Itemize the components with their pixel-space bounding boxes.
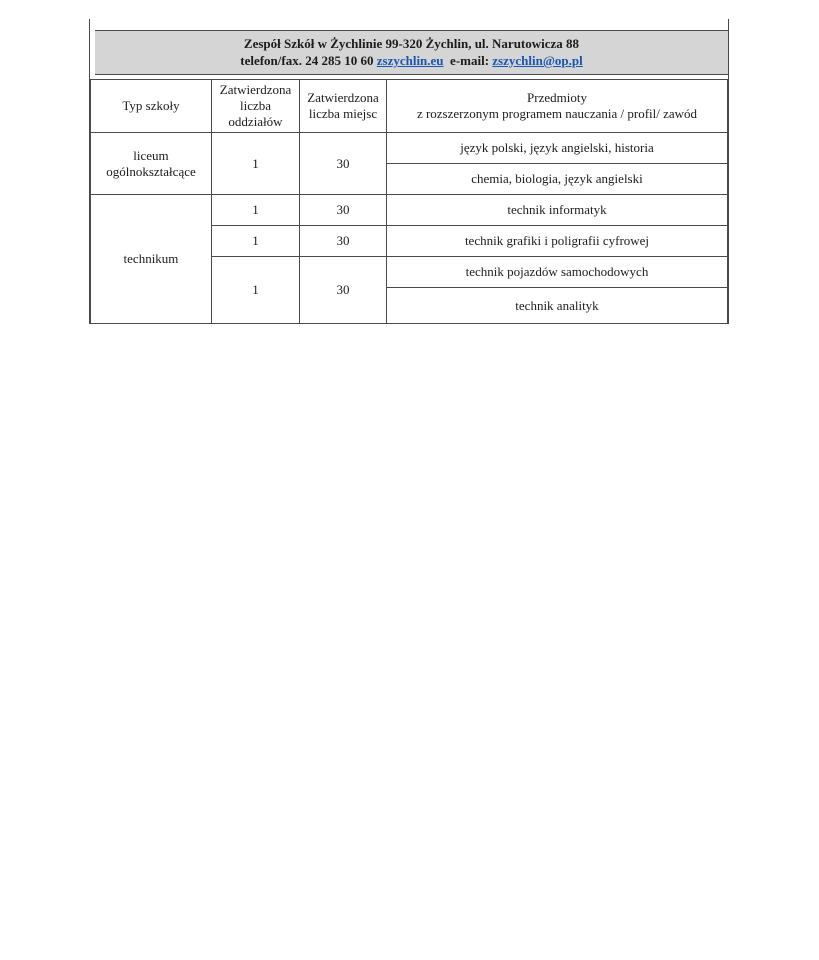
approved-places-cell: 30: [300, 133, 387, 195]
subject-cell: chemia, biologia, język angielski: [387, 164, 728, 195]
column-header-text: z rozszerzonym programem nauczania / profil/ zawód: [416, 106, 698, 121]
column-header-subjects: [387, 80, 728, 133]
table-header-row: [91, 80, 728, 133]
approved-places-cell: 30: [300, 226, 387, 257]
school-type-cell: liceum ogólnokształcące: [91, 133, 212, 195]
column-header-text: liczba oddziałów: [228, 98, 283, 129]
approved-places-cell: 30: [300, 195, 387, 226]
approved-places-cell: 30: [300, 257, 387, 324]
approved-classes-cell: 1: [212, 257, 300, 324]
subject-cell: technik informatyk: [387, 195, 728, 226]
table-row: [91, 195, 728, 226]
approved-classes-cell: 1: [212, 133, 300, 195]
subject-cell: język polski, język angielski, historia: [387, 133, 728, 164]
subject-cell: technik grafiki i poligrafii cyfrowej: [387, 226, 728, 257]
column-header-text: Przedmioty: [527, 90, 587, 105]
phone-fax-label: telefon/fax. 24 285 10 60: [240, 53, 374, 68]
subject-cell: technik pojazdów samochodowych: [387, 257, 728, 288]
column-header-text: Typ szkoły: [122, 98, 180, 113]
approved-classes-cell: 1: [212, 195, 300, 226]
approved-classes-cell: 1: [212, 226, 300, 257]
table-row: [91, 133, 728, 164]
document-table-frame: [89, 19, 729, 324]
column-header-text: liczba miejsc: [308, 106, 378, 121]
school-header-band: [95, 30, 728, 75]
column-header-text: Zatwierdzona: [219, 82, 292, 97]
school-type-cell: technikum: [91, 195, 212, 324]
school-name-address: Zespół Szkół w Żychlinie 99-320 Żychlin, ul. Narutowicza 88: [243, 36, 580, 51]
contact-line: [97, 52, 726, 69]
email-link[interactable]: zszychlin@op.pl: [492, 53, 583, 68]
subject-cell: technik analityk: [387, 288, 728, 324]
column-header-school-type: [91, 80, 212, 133]
website-link[interactable]: zszychlin.eu: [376, 53, 444, 68]
frame-top-spacer: [90, 19, 728, 30]
admissions-table: [90, 79, 728, 324]
column-header-text: Zatwierdzona: [307, 90, 379, 105]
column-header-approved-classes: [212, 80, 300, 133]
column-header-approved-places: [300, 80, 387, 133]
email-label: e-mail:: [450, 53, 490, 68]
